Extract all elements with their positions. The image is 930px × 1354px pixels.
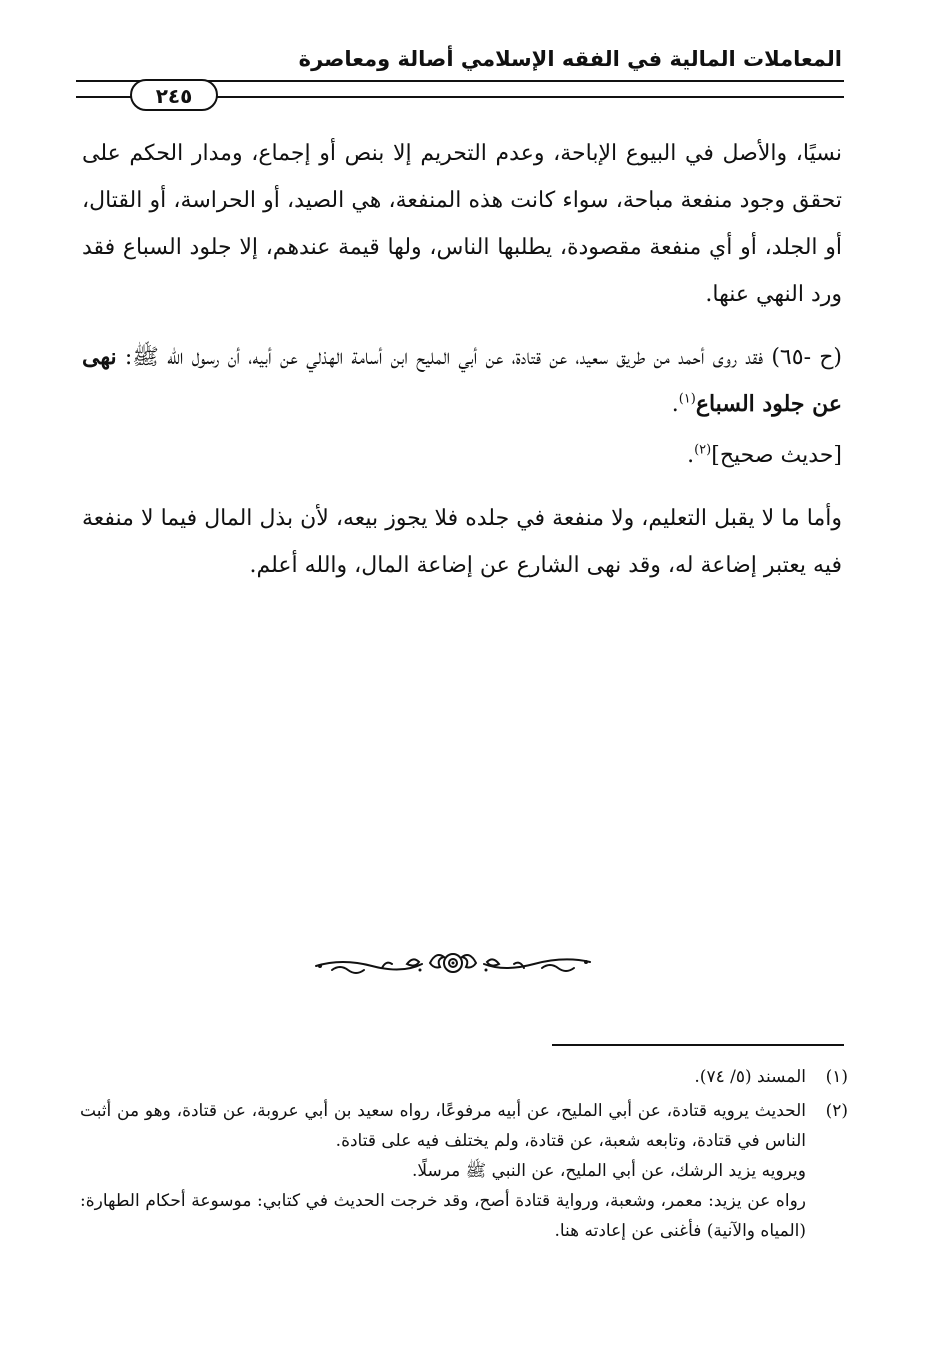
footnote-line: رواه عن يزيد: معمر، وشعبة، ورواية قتادة أصح، وقد خرجت الحديث في كتابي: موسوعة أحكام الطهارة: (المياه والآنية) فأغنى عن إعادته هنا.: [80, 1191, 806, 1241]
hadith-grade-line: [82, 432, 842, 479]
paragraph-1: نسيًا، والأصل في البيوع الإباحة، وعدم التحريم إلا بنص أو إجماع، ومدار الحكم على تحقق وجود منفعة مباحة، سواء كانت هذه المنفعة، هي الصيد، أو الحراسة، أو القتال، أو الجلد، أو أي منفعة مقصودة، يطلبها الناس، ولها قيمة عندهم، إلا جلود السباع فقد ورد النهي عنها.: [82, 141, 842, 307]
footnote-separator: [552, 1044, 844, 1046]
footnote-text: [80, 1062, 806, 1092]
footnote-number: (١): [825, 1067, 848, 1087]
header-rule-right: [212, 96, 844, 98]
hadith-paragraph: [82, 334, 842, 479]
hadith-grade: [حديث صحيح]: [711, 443, 842, 468]
running-title: المعاملات المالية في الفقه الإسلامي أصالة ومعاصرة: [298, 47, 842, 71]
page-number: ٢٤٥: [130, 79, 218, 111]
hadith-intro: (ح -٦٥) فقد روى أحمد من طريق سعيد، عن قتادة، عن أبي المليح ابن أسامة الهذلي عن أبيه، أن رسول الله ﷺ:: [116, 345, 842, 370]
footnote-number: (٢): [825, 1101, 848, 1121]
footnote-1: [80, 1062, 848, 1092]
footnote-2: [80, 1096, 848, 1246]
ornament-divider-icon: [312, 946, 594, 980]
footnote-line: ويرويه يزيد الرشك، عن أبي المليح، عن النبي ﷺ مرسلًا.: [411, 1161, 806, 1181]
footnote-reference-2[interactable]: (٢): [694, 442, 712, 458]
main-text: [82, 130, 842, 589]
hadith-quote: نهى عن جلود السباع: [82, 344, 842, 417]
hadith-grade-end: .: [687, 443, 695, 468]
footnote-text: [80, 1096, 806, 1246]
header-rule-left: [76, 96, 136, 98]
footnote-reference-1[interactable]: (١): [678, 391, 696, 407]
paragraph-3: وأما ما لا يقبل التعليم، ولا منفعة في جلده فلا يجوز بيعه، لأن بذل المال فيما لا منفعة فيه يعتبر إضاعة له، وقد نهى الشارع عن إضاعة المال، والله أعلم.: [82, 506, 842, 578]
footnotes: [80, 1062, 848, 1246]
footnote-line: الحديث يرويه قتادة، عن أبي المليح، عن أبيه مرفوعًا، رواه سعيد بن أبي عروبة، عن قتادة، وهو من أثبت الناس في قتادة، وتابعه شعبة، عن قتادة، ولم يختلف فيه على قتادة.: [80, 1101, 806, 1151]
hadith-end-punct: .: [671, 392, 679, 417]
footnote-line: المسند (٥/ ٧٤).: [694, 1067, 806, 1087]
